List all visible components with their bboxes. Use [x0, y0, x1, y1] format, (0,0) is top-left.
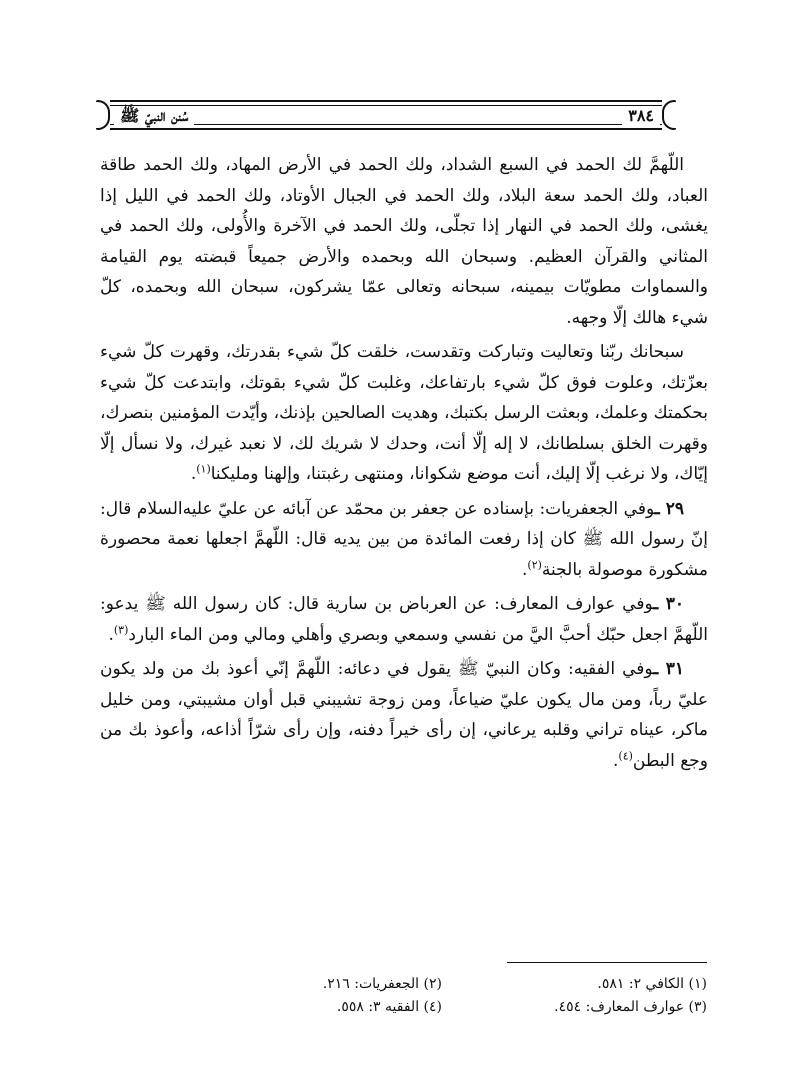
- header-ornament-left: [96, 100, 110, 130]
- footnote-ref-1[interactable]: (١): [196, 462, 211, 476]
- footnote-ref-3[interactable]: (٣): [113, 622, 129, 636]
- paragraph-1-text: اللّهمَّ لك الحمد في السبع الشداد، ولك الحمد في الأرض المهاد، ولك الحمد طاقة العباد، ولك الحمد سعة البلاد، ولك الحمد في الجبال الأوتاد، ولك الحمد في الليل إذا يغشى، ولك الحمد في النهار إذا تجلّى، ولك الحمد في الآخرة والأُولى، ولك الحمد في المثاني والقرآن العظيم. وسبحان الله وبحمده والأرض جميعاً قبضته يوم القيامة والسماوات مطويّات بيمينه، سبحانه وتعالى عمّا يشركون، سبحان الله وبحمده، كلّ شيء هالك إلّا وجهه.: [100, 155, 708, 328]
- paragraph-3: ٢٩ ـوفي الجعفريات: بإسناده عن جعفر بن محمّد عن آبائه عن عليّ عليه‌السلام قال: إنّ رسول الله ﷺ كان إذا رفعت المائدة من بين يديه قال: اللّهمَّ اجعلها نعمة محصورة مشكورة موصولة بالجنة$^{(٢)}$.: [100, 498, 708, 580]
- footnote-4: (٤) الفقيه ٣: ٥٥٨.: [336, 999, 442, 1015]
- header-ornament-right: [662, 100, 676, 130]
- footnote-2: (٢) الجعفريات: ٢١٦.: [322, 976, 442, 992]
- header-rule-top: [110, 100, 662, 102]
- header-rule-bottom: [110, 128, 662, 130]
- footnotes: [177, 974, 707, 1020]
- footnote-1: (١) الكافي ٢: ٥٨١.: [597, 976, 707, 992]
- paragraph-5: ٣١ ـوفي الفقيه: وكان النبيّ ﷺ يقول في دعائه: اللّهمَّ إنّي أعوذ بك من ولد يكون عليّ رباً، ومن مال يكون عليّ ضياعاً، ومن زوجة تشيبني قبل أوان مشيبتي، ومن خليل ماكر، عيناه تراني وقلبه يرعاني، إن رأى خيراً دفنه، وإن رأى شرّاً أذاعه، وأعوذ بك من وجع البطن$^{(٤)}$.: [100, 659, 708, 771]
- main-text: [100, 150, 708, 776]
- header-rule-top-inner: [110, 105, 662, 106]
- paragraph-5-text: وفي الفقيه: وكان النبيّ ﷺ يقول في دعائه: اللّهمَّ إنّي أعوذ بك من ولد يكون عليّ رباً، ومن مال يكون عليّ ضياعاً، ومن زوجة تشيبني قبل أوان مشيبتي، ومن خليل ماكر، عيناه تراني وقلبه يرعاني، إن رأى خيراً دفنه، وإن رأى شرّاً أذاعه، وأعوذ بك من وجع البطن: [100, 659, 708, 771]
- running-title: سُنن النبيّ ﷺ: [114, 107, 194, 125]
- paragraph-4-text: وفي عوارف المعارف: عن العرباض بن سارية قال: كان رسول الله ﷺ يدعو: اللّهمَّ اجعل حبّك أحبَّ اليَّ من نفسي وسمعي وبصري وأهلي ومالي ومن الماء البارد: [100, 594, 708, 645]
- page-number: ٣٨٤: [622, 107, 660, 125]
- footnote-row: [177, 974, 707, 997]
- footnote-3: (٣) عوارف المعارف: ٤٥٤.: [554, 999, 707, 1015]
- paragraph-4: ٣٠ ـوفي عوارف المعارف: عن العرباض بن سارية قال: كان رسول الله ﷺ يدعو: اللّهمَّ اجعل حبّك أحبَّ اليَّ من نفسي وسمعي وبصري وأهلي ومالي ومن الماء البارد$^{(٣)}$.: [100, 594, 708, 645]
- running-header: [96, 96, 676, 134]
- footnote-row: [177, 997, 707, 1020]
- paragraph-3-text: وفي الجعفريات: بإسناده عن جعفر بن محمّد عن آبائه عن عليّ عليه‌السلام قال: إنّ رسول الله ﷺ كان إذا رفعت المائدة من بين يديه قال: اللّهمَّ اجعلها نعمة محصورة مشكورة موصولة بالجنة: [100, 498, 708, 580]
- paragraph-1: [100, 150, 708, 333]
- paragraph-2: سبحانك ربّنا وتعاليت وتباركت وتقدست، خلقت كلّ شيء بقدرتك، وقهرت كلّ شيء بعزّتك، وعلوت فوق كلّ شيء بارتفاعك، وغلبت كلّ شيء بقوتك، وابتدعت كلّ شيء بحكمتك وعلمك، وبعثت الرسل بكتبك، وهديت الصالحين بإذنك، وأيّدت المؤمنين بنصرك، وقهرت الخلق بسلطانك، لا إله إلّا أنت، وحدك لا شريك لك، لا نعبد غيرك، ولا نسأل إلّا إيّاك، ولا نرغب إلّا إليك، أنت موضع شكوانا، ومنتهى رغبتنا، وإلهنا ومليكنا$^{(١)}$.: [100, 342, 708, 484]
- paragraph-2-text: سبحانك ربّنا وتعاليت وتباركت وتقدست، خلقت كلّ شيء بقدرتك، وقهرت كلّ شيء بعزّتك، وعلوت فوق كلّ شيء بارتفاعك، وغلبت كلّ شيء بقوتك، وابتدعت كلّ شيء بحكمتك وعلمك، وبعثت الرسل بكتبك، وهديت الصالحين بإذنك، وأيّدت المؤمنين بنصرك، وقهرت الخلق بسلطانك، لا إله إلّا أنت، وحدك لا شريك لك، لا نعبد غيرك، ولا نسأل إلّا إيّاك، ولا نرغب إلّا إليك، أنت موضع شكوانا، ومنتهى رغبتنا، وإلهنا ومليكنا: [100, 342, 708, 484]
- footnote-ref-2[interactable]: (٢): [527, 557, 542, 571]
- hadith-number-29: ٢٩ ـ: [654, 498, 684, 519]
- footnote-ref-4[interactable]: (٤): [618, 748, 633, 762]
- footnote-divider: [507, 962, 707, 963]
- hadith-number-30: ٣٠ ـ: [653, 594, 684, 614]
- hadith-number-31: ٣١ ـ: [653, 659, 684, 679]
